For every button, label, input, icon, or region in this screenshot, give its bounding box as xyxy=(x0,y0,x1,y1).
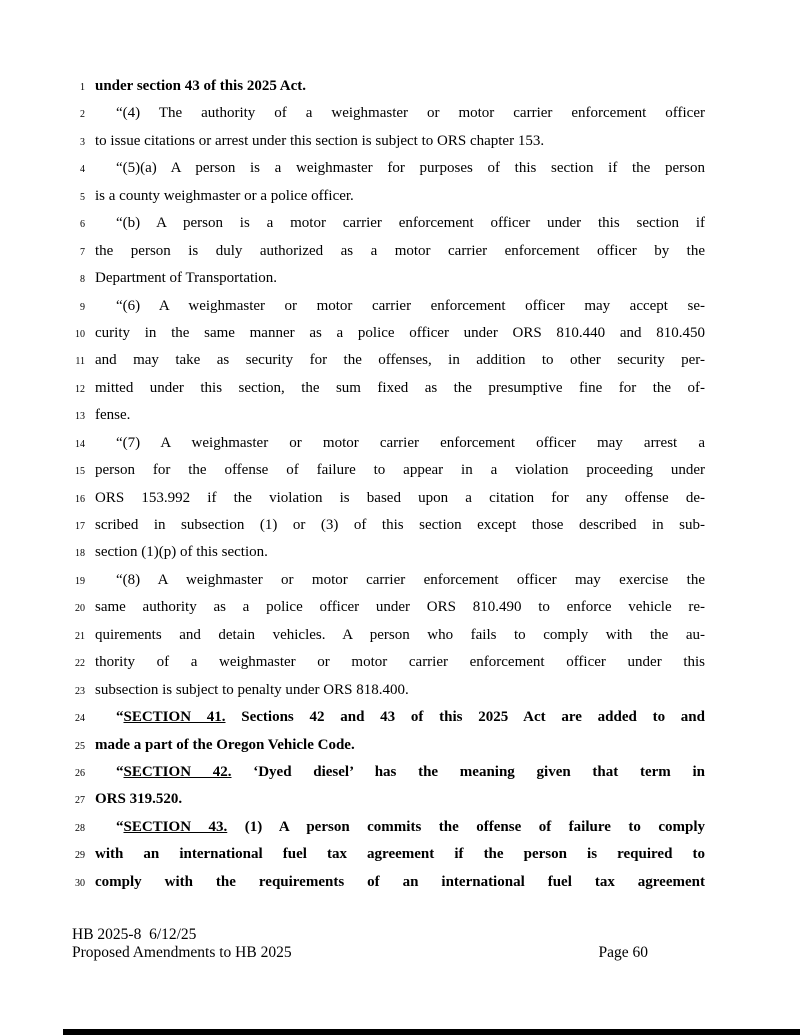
page-footer xyxy=(72,926,648,962)
line-row xyxy=(60,380,705,407)
line-number: 2 xyxy=(80,109,85,121)
line-text: the person is duly authorized as a motor carrier enforcement officer by the xyxy=(95,242,705,259)
line-row xyxy=(60,298,705,325)
line-number: 30 xyxy=(75,877,85,889)
line-row xyxy=(60,435,705,462)
line-text: “SECTION 42. ‘Dyed diesel’ has the meaning given that term in xyxy=(116,763,705,780)
line-text: mitted under this section, the sum fixed as the presumptive fine for the of- xyxy=(95,379,705,396)
line-number: 1 xyxy=(80,82,85,93)
line-row xyxy=(60,846,705,873)
line-row xyxy=(60,215,705,242)
line-number: 14 xyxy=(75,438,85,450)
line-row xyxy=(60,517,705,544)
line-text: ORS 153.992 if the violation is based upon a citation for any offense de- xyxy=(95,489,705,506)
line-text: is a county weighmaster or a police officer. xyxy=(95,187,354,204)
line-number: 15 xyxy=(75,466,85,478)
line-text: subsection is subject to penalty under ORS 818.400. xyxy=(95,681,409,698)
line-number: 11 xyxy=(75,356,85,368)
line-text: thority of a weighmaster or motor carrier enforcement officer under this xyxy=(95,654,705,671)
line-number: 27 xyxy=(75,795,85,807)
line-number: 25 xyxy=(75,740,85,752)
line-row xyxy=(60,709,705,736)
line-row xyxy=(60,243,705,270)
line-row xyxy=(60,325,705,352)
line-row xyxy=(60,627,705,654)
line-text: and may take as security for the offenses, in addition to other security per- xyxy=(95,352,705,369)
line-number: 17 xyxy=(75,521,85,532)
line-row xyxy=(60,188,705,215)
line-text: fense. xyxy=(95,407,131,424)
page-bottom-edge xyxy=(63,1029,800,1035)
footer-bill-version: HB 2025-8 6/12/25 xyxy=(72,926,197,943)
line-row xyxy=(60,462,705,489)
line-row xyxy=(60,78,705,105)
line-text: ORS 319.520. xyxy=(95,791,183,808)
line-number: 20 xyxy=(75,603,85,615)
line-text: person for the offense of failure to appear in a violation proceeding under xyxy=(95,462,705,479)
line-number: 21 xyxy=(75,630,85,642)
line-number: 5 xyxy=(80,191,85,203)
line-text: “(8) A weighmaster or motor carrier enforcement officer may exercise the xyxy=(116,571,705,588)
line-number: 7 xyxy=(80,246,85,258)
line-row xyxy=(60,791,705,818)
line-text: comply with the requirements of an international fuel tax agreement xyxy=(95,873,705,890)
line-text: “(7) A weighmaster or motor carrier enforcement officer may arrest a xyxy=(116,434,705,451)
line-row xyxy=(60,654,705,681)
line-row xyxy=(60,544,705,571)
line-number: 23 xyxy=(75,685,85,697)
line-text: quirements and detain vehicles. A person who fails to comply with the au- xyxy=(95,626,705,643)
line-row xyxy=(60,764,705,791)
line-text: to issue citations or arrest under this section is subject to ORS chapter 153. xyxy=(95,132,545,149)
footer-page-number: Page 60 xyxy=(598,944,648,961)
line-text: with an international fuel tax agreement if the person is required to xyxy=(95,846,705,863)
line-number: 19 xyxy=(75,575,85,587)
line-row xyxy=(60,133,705,160)
line-text: “(b) A person is a motor carrier enforcement officer under this section if xyxy=(116,215,705,232)
line-text: “(4) The authority of a weighmaster or motor carrier enforcement officer xyxy=(116,105,705,122)
line-text: under section 43 of this 2025 Act. xyxy=(95,78,306,94)
line-row xyxy=(60,819,705,846)
line-number: 18 xyxy=(75,548,85,560)
line-text: “(5)(a) A person is a weighmaster for purposes of this section if the person xyxy=(116,160,705,177)
line-row xyxy=(60,105,705,132)
line-text: “(6) A weighmaster or motor carrier enforcement officer may accept se- xyxy=(116,297,705,314)
line-row xyxy=(60,599,705,626)
line-container xyxy=(60,78,705,901)
line-row xyxy=(60,874,705,901)
line-text: made a part of the Oregon Vehicle Code. xyxy=(95,736,355,753)
line-text: Department of Transportation. xyxy=(95,270,278,287)
line-number: 4 xyxy=(80,164,85,176)
line-text: “SECTION 43. (1) A person commits the offense of failure to comply xyxy=(116,818,705,835)
line-row xyxy=(60,737,705,764)
line-number: 9 xyxy=(80,301,85,313)
line-number: 22 xyxy=(75,658,85,670)
line-number: 10 xyxy=(75,328,85,340)
line-number: 12 xyxy=(75,383,85,395)
line-number: 6 xyxy=(80,219,85,231)
line-number: 24 xyxy=(75,713,85,725)
footer-amendments-label: Proposed Amendments to HB 2025 xyxy=(72,944,292,961)
line-row xyxy=(60,682,705,709)
line-number: 29 xyxy=(75,850,85,862)
line-row xyxy=(60,352,705,379)
line-number: 3 xyxy=(80,136,85,148)
line-row xyxy=(60,270,705,297)
line-number: 26 xyxy=(75,767,85,779)
line-row xyxy=(60,572,705,599)
line-row xyxy=(60,160,705,187)
line-text: section (1)(p) of this section. xyxy=(95,544,268,561)
line-text: curity in the same manner as a police officer under ORS 810.440 and 810.450 xyxy=(95,324,705,341)
line-text: scribed in subsection (1) or (3) of this section except those described in sub- xyxy=(95,517,705,533)
line-number: 28 xyxy=(75,822,85,834)
line-text: “SECTION 41. Sections 42 and 43 of this 2025 Act are added to and xyxy=(116,709,705,726)
line-number: 13 xyxy=(75,411,85,423)
line-number: 16 xyxy=(75,493,85,505)
line-text: same authority as a police officer under ORS 810.490 to enforce vehicle re- xyxy=(95,599,705,616)
line-number: 8 xyxy=(80,274,85,286)
line-row xyxy=(60,407,705,434)
line-row xyxy=(60,490,705,517)
